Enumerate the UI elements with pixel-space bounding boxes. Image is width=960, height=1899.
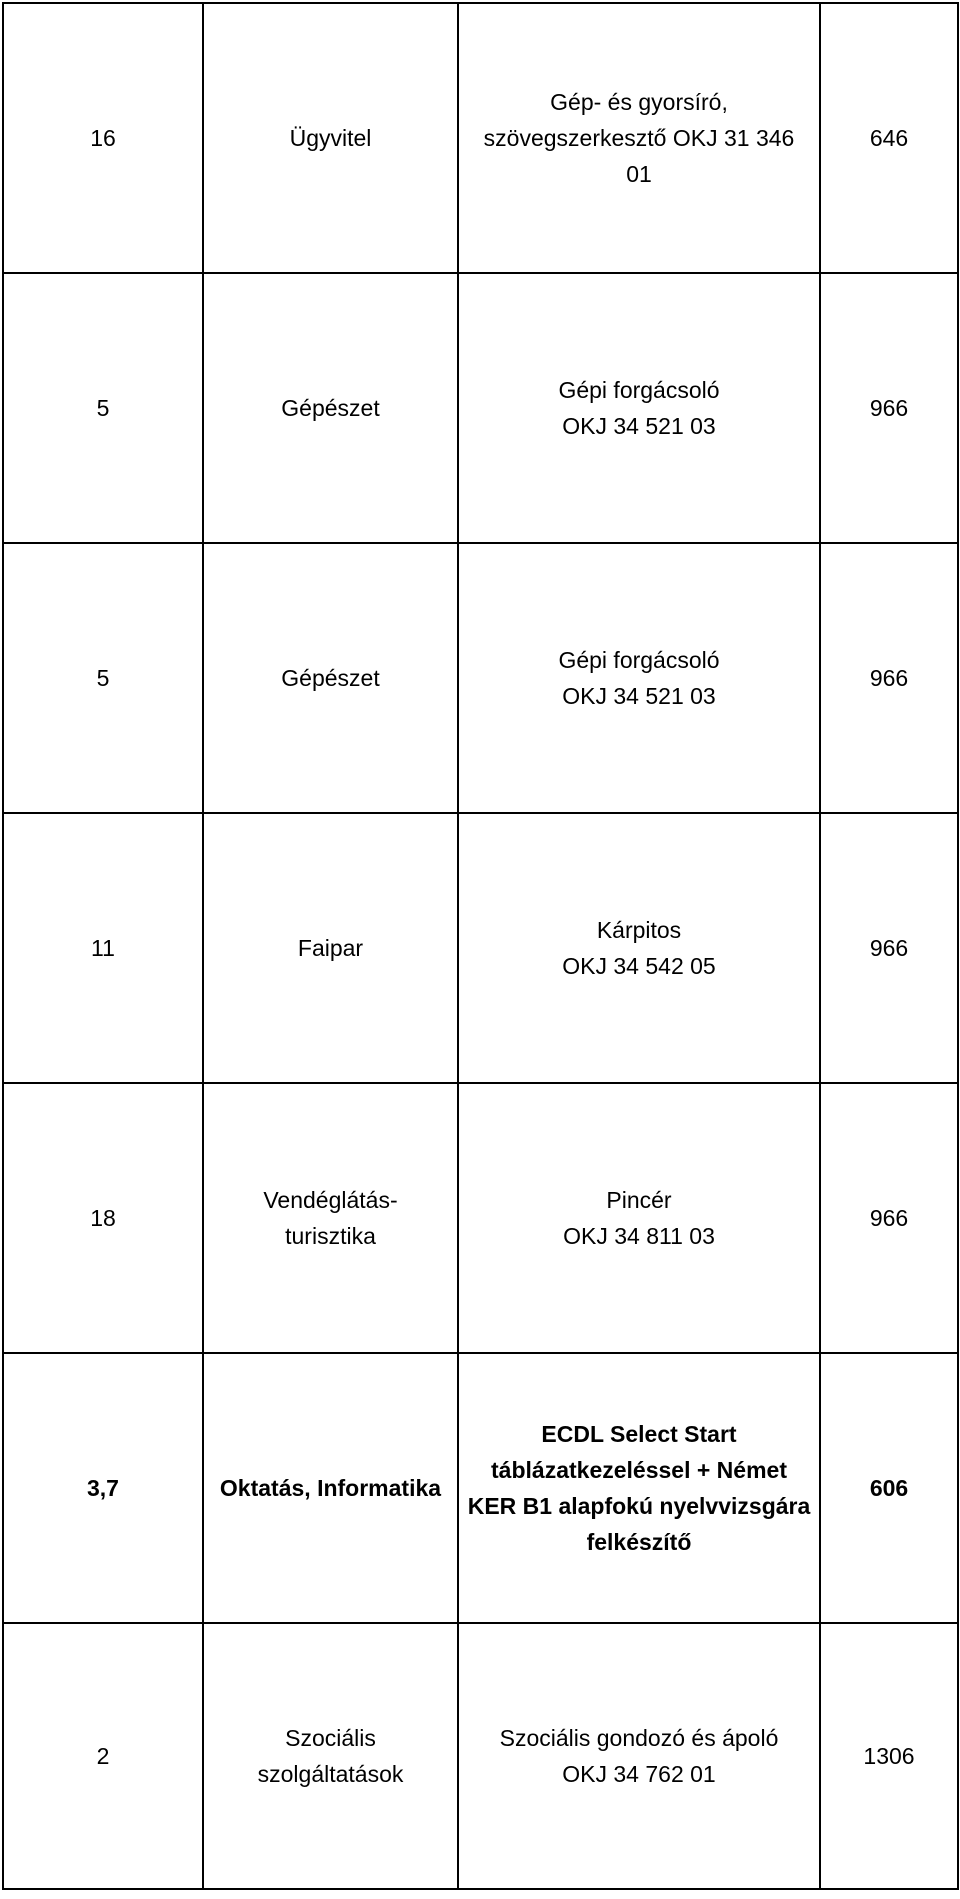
- qualification-line: Gép- és gyorsíró,: [550, 89, 728, 115]
- qualification-cell: [458, 543, 820, 813]
- code-cell: 5: [3, 273, 203, 543]
- field-cell: [203, 273, 458, 543]
- field-line: Faipar: [297, 935, 364, 961]
- hours-cell: 646: [820, 3, 958, 273]
- qualification-line: szövegszerkesztő OKJ 31 346: [483, 125, 795, 151]
- qualification-line: felkészítő: [586, 1529, 692, 1555]
- field-cell: [203, 543, 458, 813]
- qualification-line: OKJ 34 542 05: [562, 953, 716, 979]
- code-cell: 3,7: [3, 1353, 203, 1623]
- field-cell: [203, 813, 458, 1083]
- qualification-line: Kárpitos: [596, 917, 682, 943]
- qualification-line: táblázatkezeléssel + Német: [491, 1457, 787, 1483]
- table-row: [3, 1083, 958, 1353]
- code-cell: 2: [3, 1623, 203, 1889]
- qualification-line: ECDL Select Start: [541, 1421, 737, 1447]
- code-cell: 5: [3, 543, 203, 813]
- field-line: szolgáltatások: [257, 1761, 404, 1787]
- course-table: [2, 2, 959, 1890]
- field-line: Gépészet: [281, 395, 380, 421]
- table-row: [3, 543, 958, 813]
- hours-cell: 606: [820, 1353, 958, 1623]
- qualification-line: OKJ 34 521 03: [562, 413, 716, 439]
- field-line: turisztika: [285, 1223, 376, 1249]
- qualification-cell: [458, 3, 820, 273]
- hours-cell: 966: [820, 813, 958, 1083]
- qualification-line: 01: [626, 161, 652, 187]
- qualification-cell: [458, 273, 820, 543]
- qualification-line: Szociális gondozó és ápoló: [499, 1725, 779, 1751]
- qualification-line: OKJ 34 521 03: [562, 683, 716, 709]
- qualification-cell: [458, 1353, 820, 1623]
- qualification-line: Gépi forgácsoló: [558, 647, 720, 673]
- table-row: [3, 813, 958, 1083]
- code-cell: 11: [3, 813, 203, 1083]
- qualification-line: KER B1 alapfokú nyelvvizsgára: [467, 1493, 811, 1519]
- field-line: Szociális: [285, 1725, 376, 1751]
- qualification-line: OKJ 34 811 03: [563, 1223, 715, 1249]
- field-cell: [203, 1083, 458, 1353]
- table-row: [3, 3, 958, 273]
- table-row: [3, 1353, 958, 1623]
- field-cell: [203, 1353, 458, 1623]
- hours-cell: 1306: [820, 1623, 958, 1889]
- field-line: Vendéglátás-: [263, 1187, 398, 1213]
- qualification-line: Pincér: [606, 1187, 672, 1213]
- field-line: Oktatás, Informatika: [219, 1475, 442, 1501]
- qualification-cell: [458, 1623, 820, 1889]
- hours-cell: 966: [820, 543, 958, 813]
- qualification-line: Gépi forgácsoló: [558, 377, 720, 403]
- hours-cell: 966: [820, 273, 958, 543]
- field-line: Gépészet: [281, 665, 380, 691]
- field-line: Ügyvitel: [289, 125, 372, 151]
- table-row: [3, 273, 958, 543]
- qualification-line: OKJ 34 762 01: [562, 1761, 716, 1787]
- hours-cell: 966: [820, 1083, 958, 1353]
- table-row: [3, 1623, 958, 1889]
- field-cell: [203, 1623, 458, 1889]
- qualification-cell: [458, 813, 820, 1083]
- code-cell: 16: [3, 3, 203, 273]
- qualification-cell: [458, 1083, 820, 1353]
- code-cell: 18: [3, 1083, 203, 1353]
- field-cell: [203, 3, 458, 273]
